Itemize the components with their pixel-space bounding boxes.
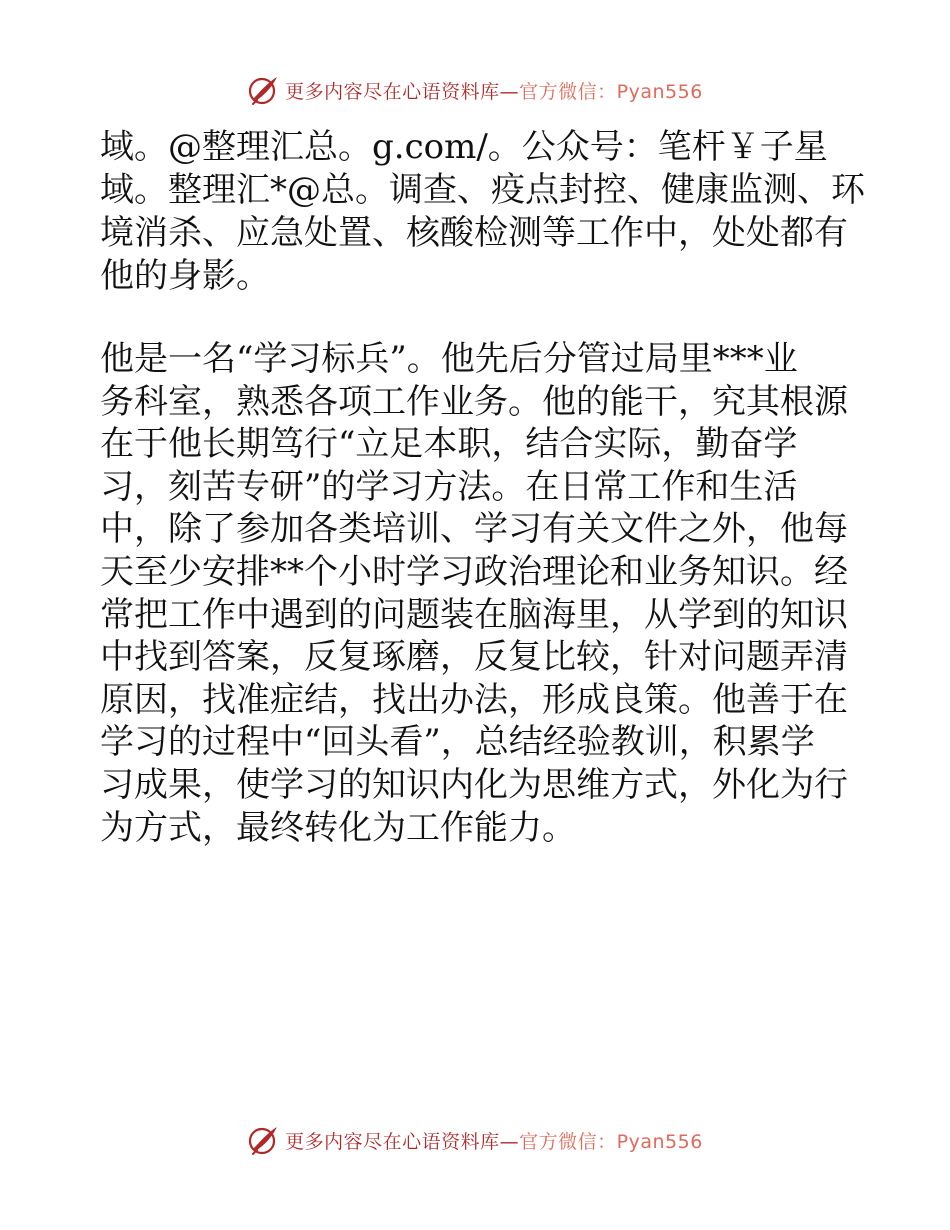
text-line: 为方式，最终转化为工作能力。 xyxy=(100,807,576,848)
document-body xyxy=(100,126,865,849)
text-line: 常把工作中遇到的问题装在脑海里，从学到的知识 xyxy=(100,594,848,635)
paragraph-2 xyxy=(100,338,852,849)
header-banner-text xyxy=(285,77,703,104)
header-wechat: 官方微信：Pyan556 xyxy=(519,80,703,103)
paragraph-1 xyxy=(100,126,865,298)
text-line: 在于他长期笃行“立足本职，结合实际，勤奋学 xyxy=(100,424,798,465)
quill-logo-icon xyxy=(247,1123,281,1157)
text-line: 域。整理汇*@总。调查、疫点封控、健康监测、环 xyxy=(100,170,865,210)
text-line: 原因，找准症结，找出办法，形成良策。他善于在 xyxy=(100,679,848,720)
text-line: 中找到答案，反复琢磨，反复比较，针对问题弄清 xyxy=(100,637,848,678)
text-line: 中，除了参加各类培训、学习有关文件之外，他每 xyxy=(100,509,848,550)
footer-banner xyxy=(0,1122,950,1158)
text-line: 学习的过程中“回头看”，总结经验教训，积累学 xyxy=(100,722,815,763)
footer-dash: — xyxy=(499,1130,520,1153)
text-line: 务科室，熟悉各项工作业务。他的能干，究其根源 xyxy=(100,381,848,422)
footer-wechat: 官方微信：Pyan556 xyxy=(519,1130,703,1153)
text-line: 境消杀、应急处置、核酸检测等工作中，处处都有 xyxy=(100,213,848,253)
text-line: 习，刻苦专研”的学习方法。在日常工作和生活 xyxy=(100,466,798,507)
header-banner xyxy=(0,72,950,108)
footer-banner-text xyxy=(285,1127,703,1154)
text-line: 域。@整理汇总。g.com/。公众号：笔杆￥子星 xyxy=(100,127,828,167)
text-line: 天至少安排**个小时学习政治理论和业务知识。经 xyxy=(100,551,848,592)
header-title: 更多内容尽在心语资料库 xyxy=(285,80,500,103)
footer-title: 更多内容尽在心语资料库 xyxy=(285,1130,500,1153)
text-line: 他是一名“学习标兵”。他先后分管过局里***业 xyxy=(100,339,798,379)
header-dash: — xyxy=(499,80,520,103)
quill-logo-icon xyxy=(247,73,281,107)
text-line: 习成果，使学习的知识内化为思维方式，外化为行 xyxy=(100,764,848,805)
text-line: 他的身影。 xyxy=(100,256,270,296)
